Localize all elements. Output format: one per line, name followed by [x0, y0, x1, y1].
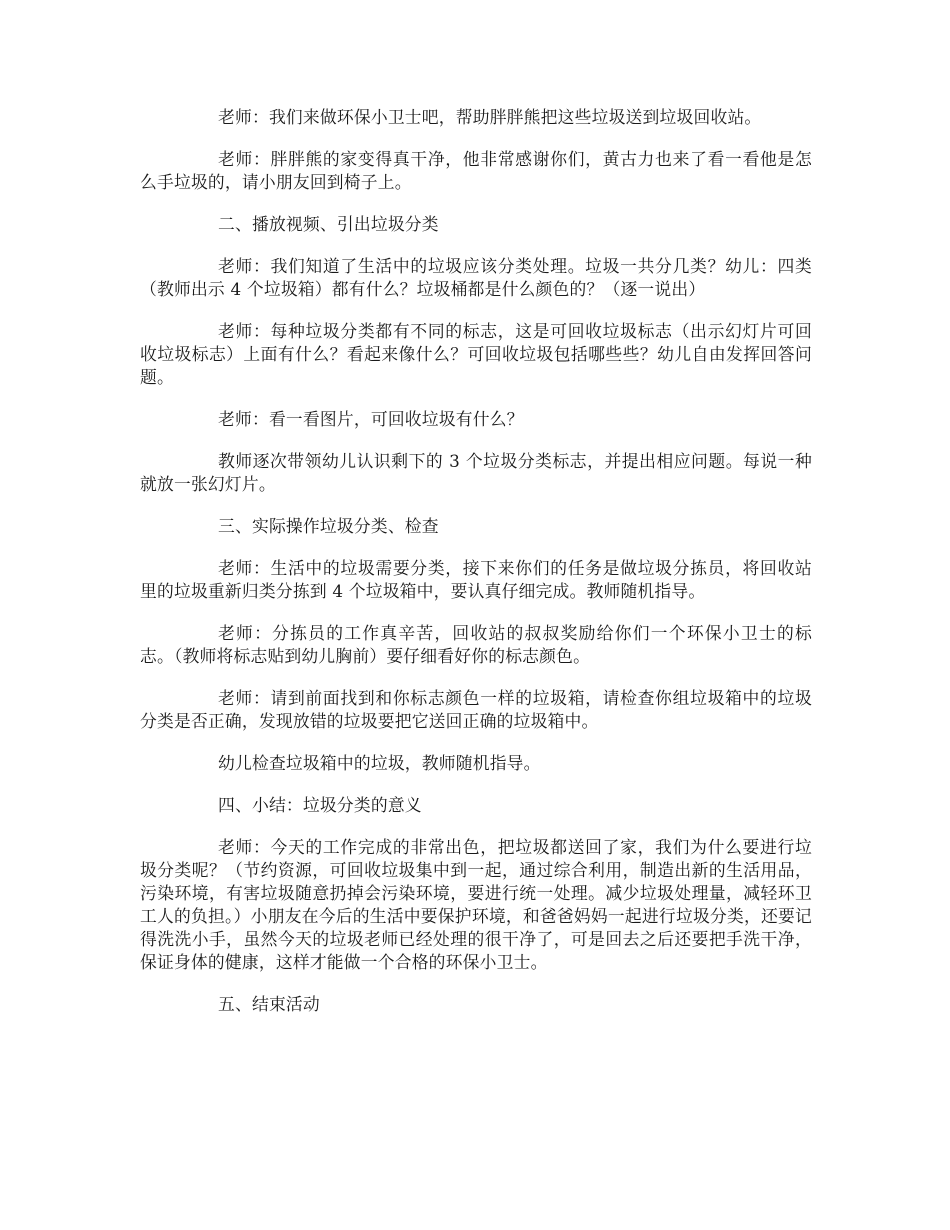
paragraph-trash-categories: 老师：我们知道了生活中的垃圾应该分类处理。垃圾一共分几类？幼儿：四类（教师出示 4 个垃圾箱）都有什么？垃圾桶都是什么颜色的？（逐一说出）	[140, 256, 812, 299]
paragraph-teacher-intro: 老师：我们来做环保小卫士吧，帮助胖胖熊把这些垃圾送到垃圾回收站。	[218, 107, 762, 127]
paragraph-summary: 老师：今天的工作完成的非常出色，把垃圾都送回了家，我们为什么要进行垃圾分类呢？（节约资源，可回收垃圾集中到一起，通过综合利用，制造出新的生活用品，污染环境，有害垃圾随意扔掉会污染环境，要进行统一处理。减少垃圾处理量，减轻环卫工人的负担。）小朋友在今后的生活中要保护环境，和爸爸妈妈一起进行垃圾分类，还要记得洗洗小手，虽然今天的垃圾老师已经处理的很干净了，可是回去之后还要把手洗干净，保证身体的健康，这样才能做一个合格的环保小卫士。	[140, 837, 812, 972]
paragraph-check-bins: 老师：请到前面找到和你标志颜色一样的垃圾箱，请检查你组垃圾箱中的垃圾分类是否正确，发现放错的垃圾要把它送回正确的垃圾箱中。	[140, 688, 812, 731]
paragraph-remaining-signs: 教师逐次带领幼儿认识剩下的 3 个垃圾分类标志，并提出相应问题。每说一种就放一张幻灯片。	[140, 451, 812, 494]
section-heading-three: 三、实际操作垃圾分类、检查	[218, 516, 439, 536]
paragraph-reward-badge: 老师：分拣员的工作真辛苦，回收站的叔叔奖励给你们一个环保小卫士的标志。（教师将标志贴到幼儿胸前）要仔细看好你的标志颜色。	[140, 623, 812, 666]
paragraph-recycle-sign: 老师：每种垃圾分类都有不同的标志，这是可回收垃圾标志（出示幻灯片可回收垃圾标志）上面有什么？看起来像什么？可回收垃圾包括哪些些？幼儿自由发挥回答问题。	[140, 321, 812, 387]
paragraph-sorting-task: 老师：生活中的垃圾需要分类，接下来你们的任务是做垃圾分拣员，将回收站里的垃圾重新归类分拣到 4 个垃圾箱中，要认真仔细完成。教师随机指导。	[140, 558, 812, 601]
paragraph-look-pictures: 老师：看一看图片，可回收垃圾有什么？	[218, 409, 524, 429]
document-body	[140, 106, 812, 1035]
paragraph-children-check: 幼儿检查垃圾箱中的垃圾，教师随机指导。	[218, 753, 541, 773]
section-heading-five: 五、结束活动	[218, 994, 320, 1014]
section-heading-four: 四、小结：垃圾分类的意义	[218, 795, 422, 815]
paragraph-teacher-thanks: 老师：胖胖熊的家变得真干净，他非常感谢你们，黄古力也来了看一看他是怎么手垃圾的，请小朋友回到椅子上。	[140, 149, 812, 192]
section-heading-two: 二、播放视频、引出垃圾分类	[218, 214, 439, 234]
